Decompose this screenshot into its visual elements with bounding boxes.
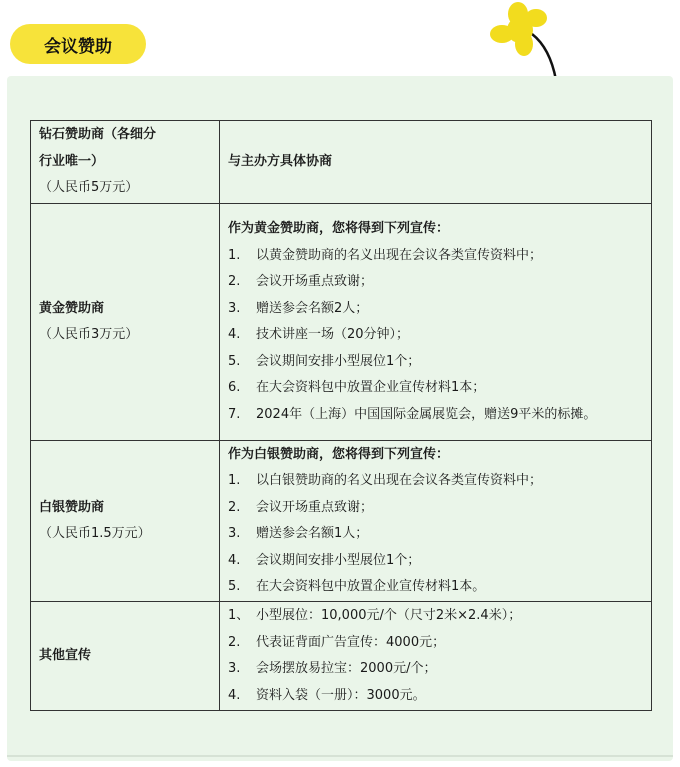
list-item <box>228 349 643 376</box>
item-text: 赠送参会名额2人； <box>256 300 369 316</box>
list-item <box>228 603 643 630</box>
item-number: 3. <box>228 661 241 676</box>
tier-name: 白银赞助商 <box>39 499 105 515</box>
table-row <box>31 204 652 441</box>
list-item <box>228 322 643 349</box>
item-text: 代表证背面广告宣传：4000元； <box>256 634 446 650</box>
item-number: 5. <box>228 579 241 594</box>
item-number: 1. <box>228 247 241 263</box>
benefit-cell <box>220 121 652 204</box>
table-row <box>31 441 652 602</box>
tier-cell <box>31 602 220 711</box>
tier-cell <box>31 441 220 602</box>
table-row <box>31 602 652 711</box>
item-text: 资料入袋（一册）：3000元。 <box>256 687 426 703</box>
list-item <box>228 269 643 296</box>
benefit-text: 与主办方具体协商 <box>228 153 333 169</box>
list-item <box>228 548 643 575</box>
list-item <box>228 402 643 429</box>
tier-name: 其他宣传 <box>39 647 92 663</box>
section-title: 会议赞助 <box>10 24 146 64</box>
tier-cell <box>31 204 220 441</box>
item-number: 4. <box>228 687 241 703</box>
list-item <box>228 521 643 548</box>
flower-icon <box>488 0 568 80</box>
table-row <box>31 121 652 204</box>
list-item <box>228 630 643 657</box>
benefit-cell <box>220 441 652 602</box>
tier-price: （人民币3万元） <box>39 327 139 342</box>
item-number: 3. <box>228 300 241 316</box>
panel-bottom-line <box>7 755 673 757</box>
item-text: 小型展位：10,000元/个（尺寸2米×2.4米）； <box>256 608 522 623</box>
tier-cell <box>31 121 220 204</box>
item-number: 2. <box>228 274 241 289</box>
list-item <box>228 375 643 402</box>
benefit-intro: 作为白银赞助商，您将得到下列宣传： <box>228 446 450 462</box>
item-number: 5. <box>228 353 241 369</box>
benefit-cell <box>220 602 652 711</box>
item-number: 1. <box>228 473 241 488</box>
tier-name: 黄金赞助商 <box>39 300 105 316</box>
list-item <box>228 574 643 601</box>
item-text: 会议期间安排小型展位1个； <box>256 353 421 369</box>
item-number: 4. <box>228 552 241 568</box>
item-text: 在大会资料包中放置企业宣传材料1本。 <box>256 579 486 594</box>
item-number: 2. <box>228 634 241 650</box>
benefit-cell <box>220 204 652 441</box>
item-text: 会议期间安排小型展位1个； <box>256 552 421 568</box>
item-text: 2024年（上海）中国国际金属展览会，赠送9平米的标摊。 <box>256 406 597 422</box>
list-item <box>228 468 643 495</box>
item-text: 会议开场重点致谢； <box>256 274 374 289</box>
list-item <box>228 495 643 522</box>
item-text: 以白银赞助商的名义出现在会议各类宣传资料中； <box>256 473 543 488</box>
item-text: 赠送参会名额1人； <box>256 526 369 541</box>
list-item <box>228 656 643 683</box>
item-text: 会议开场重点致谢； <box>256 499 374 515</box>
item-text: 在大会资料包中放置企业宣传材料1本； <box>256 380 486 395</box>
item-number: 6. <box>228 380 241 395</box>
item-number: 3. <box>228 526 241 541</box>
item-text: 技术讲座一场（20分钟）； <box>256 327 410 342</box>
list-item <box>228 683 643 710</box>
tier-name: 钻石赞助商（各细分 <box>39 127 157 143</box>
item-text: 以黄金赞助商的名义出现在会议各类宣传资料中； <box>256 247 543 263</box>
item-text: 会场摆放易拉宝：2000元/个； <box>256 661 437 676</box>
list-item <box>228 296 643 323</box>
tier-name-continued: 行业唯一） <box>39 153 105 169</box>
item-number: 7. <box>228 406 241 422</box>
list-item <box>228 243 643 270</box>
item-number: 1、 <box>228 608 250 623</box>
item-number: 2. <box>228 499 241 515</box>
benefit-intro: 作为黄金赞助商，您将得到下列宣传： <box>228 221 450 236</box>
item-number: 4. <box>228 327 241 342</box>
sponsorship-table <box>30 120 652 711</box>
tier-price: （人民币5万元） <box>39 180 139 196</box>
tier-price: （人民币1.5万元） <box>39 526 151 541</box>
